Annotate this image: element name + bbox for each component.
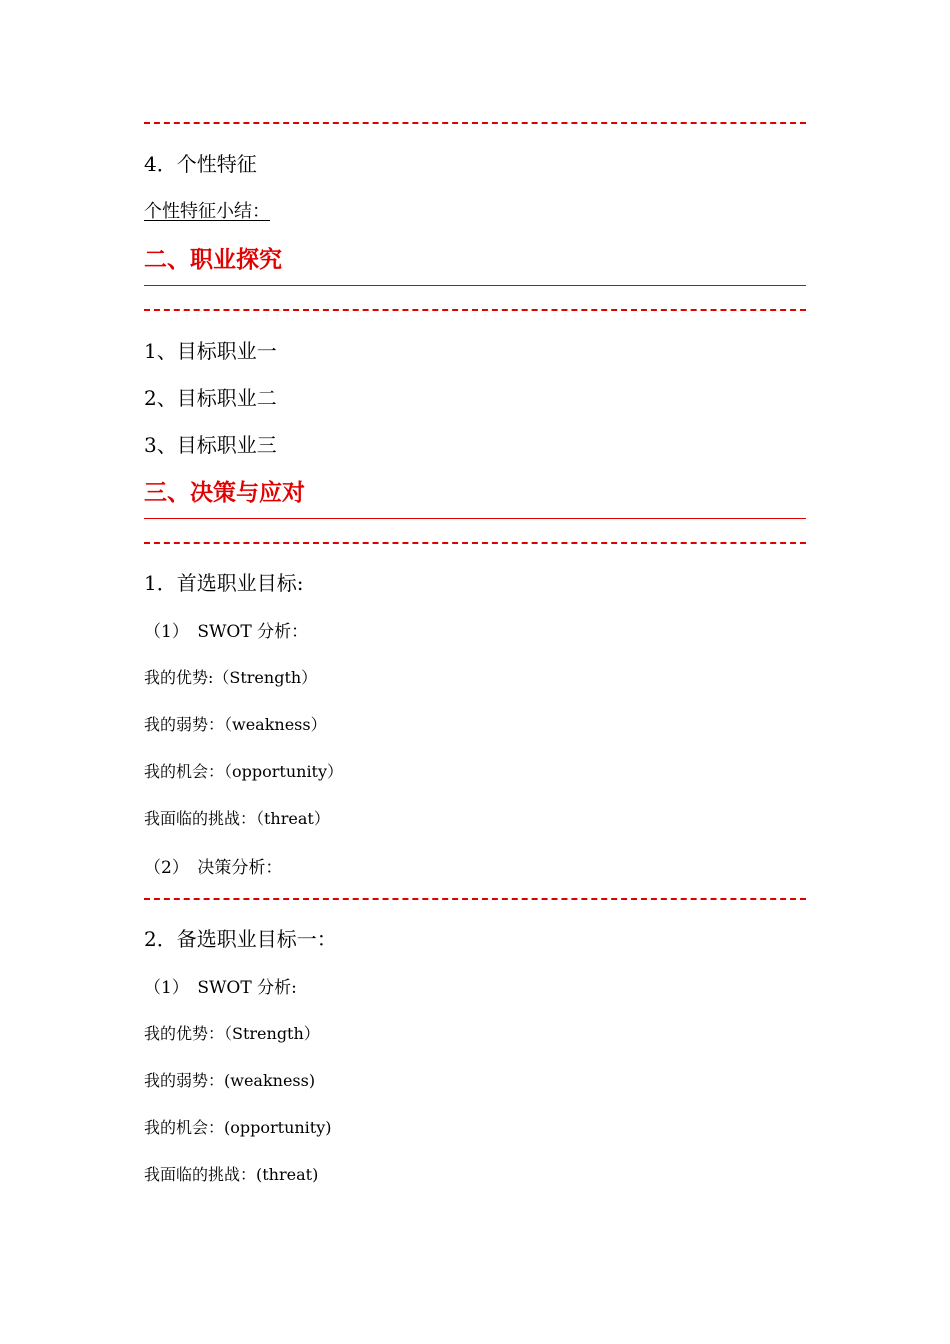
- target-career-1: 1、目标职业一: [144, 339, 277, 363]
- dashed-divider: [144, 309, 806, 311]
- dashed-divider: [144, 542, 806, 544]
- alternative-strength: 我的优势：（Strength）: [144, 1024, 320, 1043]
- primary-decision-analysis: （2） 决策分析：: [144, 858, 283, 878]
- chapter-heading-decision: 三、决策与应对: [144, 479, 305, 506]
- solid-divider: [144, 518, 806, 519]
- primary-opportunity: 我的机会：（opportunity）: [144, 762, 344, 781]
- dashed-divider: [144, 898, 806, 900]
- chapter-heading-career-exploration: 二、职业探究: [144, 246, 282, 273]
- primary-strength: 我的优势:（Strength）: [144, 668, 318, 687]
- alternative-weakness: 我的弱势：(weakness): [144, 1071, 316, 1090]
- personality-summary-label: 个性特征小结：: [144, 201, 270, 222]
- target-career-3: 3、目标职业三: [144, 433, 277, 457]
- alternative-swot-heading: （1） SWOT 分析:: [144, 978, 297, 998]
- primary-threat: 我面临的挑战：（threat）: [144, 809, 330, 828]
- primary-career-goal: 1．首选职业目标:: [144, 571, 304, 595]
- solid-divider: [144, 285, 806, 286]
- section-heading-personality: 4．个性特征: [144, 152, 257, 176]
- primary-weakness: 我的弱势：（weakness）: [144, 715, 327, 734]
- alternative-threat: 我面临的挑战：(threat): [144, 1165, 319, 1184]
- primary-swot-heading: （1） SWOT 分析：: [144, 622, 309, 642]
- dashed-divider: [144, 122, 806, 124]
- alternative-career-goal-1: 2．备选职业目标一：: [144, 927, 337, 951]
- target-career-2: 2、目标职业二: [144, 386, 277, 410]
- alternative-opportunity: 我的机会：(opportunity): [144, 1118, 332, 1137]
